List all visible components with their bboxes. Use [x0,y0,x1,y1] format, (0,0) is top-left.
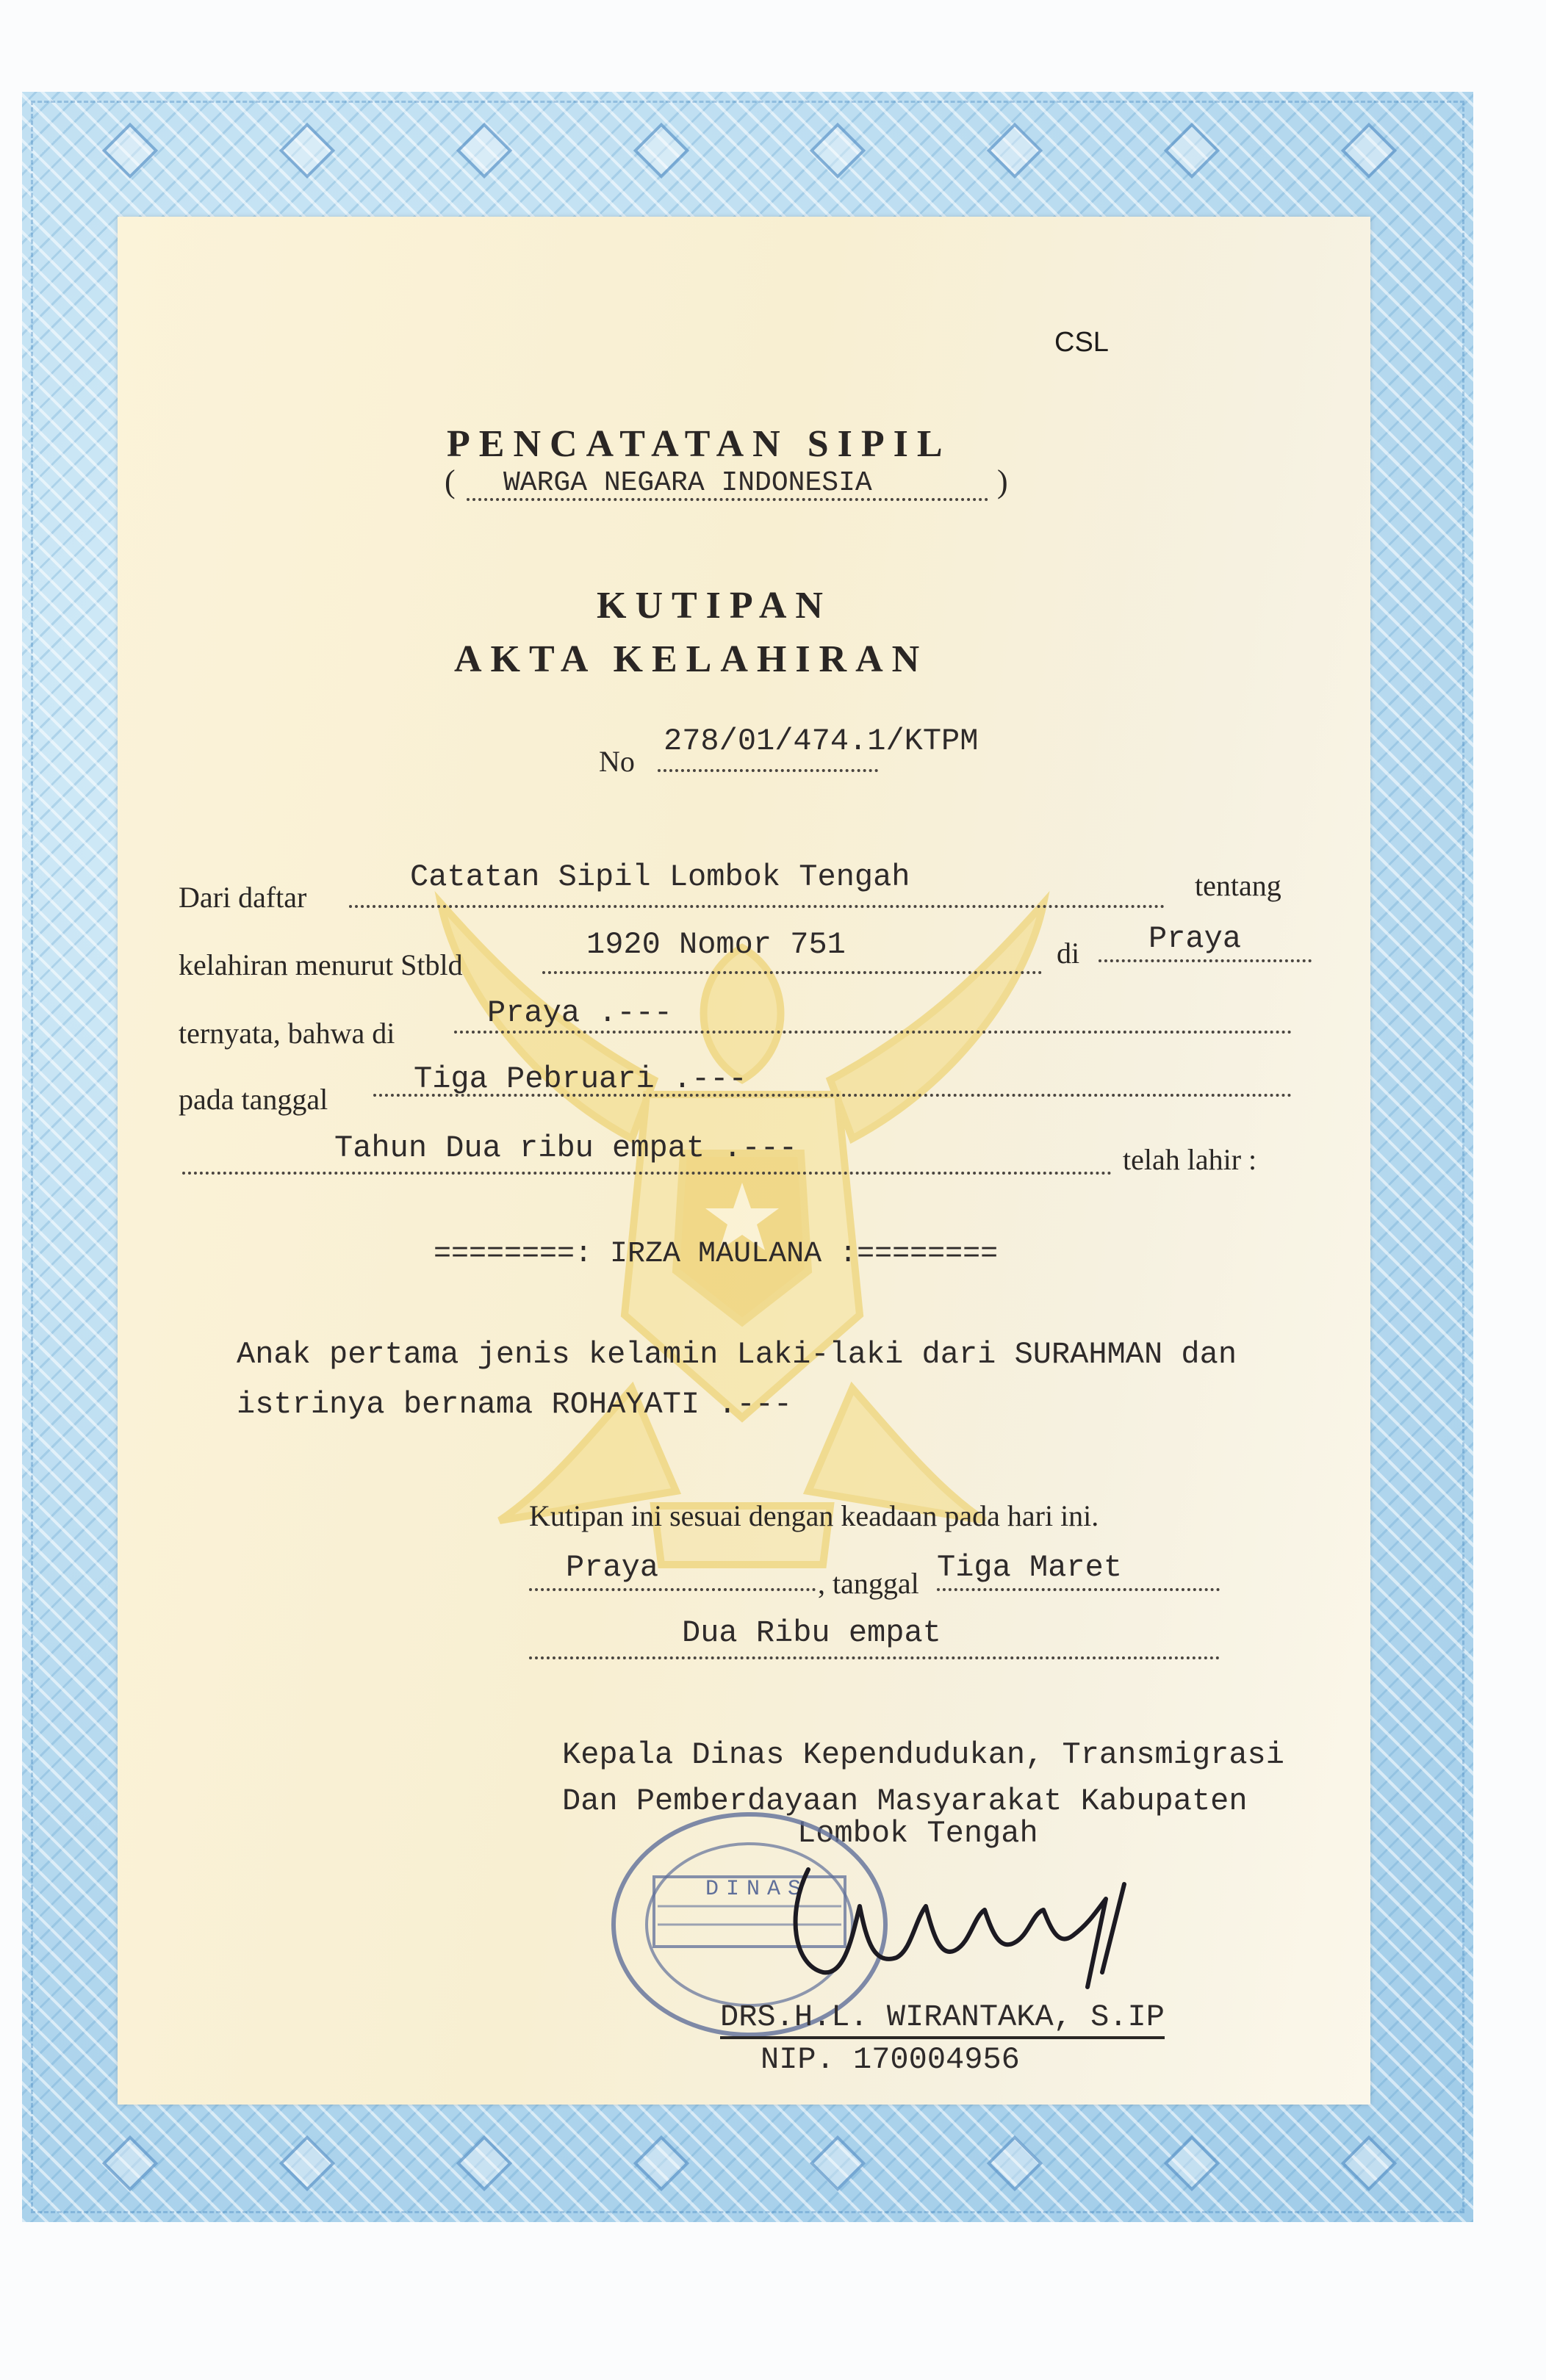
registration-number-line [599,724,1010,778]
document-title-line-1: KUTIPAN [597,585,832,627]
dotted-line [349,905,1165,908]
dotted-line [182,1172,1112,1175]
diamond-ornament [633,2135,688,2191]
child-description-line-1: Anak pertama jenis kelamin Laki-laki dari SURAHMAN dan [237,1337,1237,1372]
document-title-line-2: AKTA KELAHIRAN [454,638,929,680]
diamond-ornament [1164,2135,1220,2191]
diamond-ornament [279,123,335,178]
border-ornament-top [110,121,1389,180]
citizenship-line [445,463,1018,504]
signatory-office-line-3: Lombok Tengah [797,1816,1038,1851]
row-ternyata [179,995,1310,1050]
open-paren: ( [445,464,456,500]
diamond-ornament [810,123,866,178]
issuance-date: Tiga Maret [937,1550,1123,1585]
issuance-place: Praya [566,1550,659,1585]
registration-number: 278/01/474.1/KTPM [664,724,979,759]
dotted-line [529,1588,816,1591]
diamond-ornament [456,2135,512,2191]
ternyata-value: Praya .--- [487,995,673,1031]
stamp-text: DINAS [705,1877,809,1902]
child-name-line: ========: IRZA MAULANA :======== [434,1238,999,1271]
citizenship-value: WARGA NEGARA INDONESIA [503,467,872,499]
kelahiran-label: kelahiran menurut Stbld [179,948,463,981]
tahun-value: Tahun Dua ribu empat .--- [334,1130,798,1166]
no-dotted-line [658,769,878,772]
pada-tanggal-value: Tiga Pebruari .--- [414,1061,747,1097]
diamond-ornament [102,2135,158,2191]
issuance-statement: Kutipan ini sesuai dengan keadaan pada hari ini. [529,1499,1099,1532]
tentang-label: tentang [1195,869,1281,902]
handwritten-signature-icon [779,1847,1161,1994]
stbld-value: 1920 Nomor 751 [586,927,846,962]
ternyata-label: ternyata, bahwa di [179,1017,395,1050]
signatory-name: DRS.H.L. WIRANTAKA, S.IP [720,1999,1165,2039]
di-label: di [1057,937,1080,970]
dotted-line [529,1656,1220,1659]
diamond-ornament [987,123,1043,178]
diamond-ornament [102,123,158,178]
close-paren: ) [997,464,1008,500]
signatory-nip: NIP. 170004956 [761,2042,1020,2077]
row-tahun [179,1128,1310,1179]
signatory-office-line-1: Kepala Dinas Kependudukan, Transmigrasi [562,1737,1284,1773]
row-pada-tanggal [179,1061,1310,1116]
child-description-line-2: istrinya bernama ROHAYATI .--- [237,1387,793,1422]
dari-daftar-label: Dari daftar [179,881,307,914]
diamond-ornament [456,123,512,178]
dotted-line [1099,959,1312,962]
diamond-ornament [633,123,688,178]
row-issuance-place-date [529,1550,1220,1601]
dotted-line [542,971,1042,974]
no-label: No [599,745,635,778]
pada-tanggal-label: pada tanggal [179,1083,328,1116]
signatory-office-line-2: Dan Pemberdayaan Masyarakat Kabupaten [562,1784,1248,1819]
diamond-ornament [1341,123,1397,178]
document-code: CSL [1054,327,1109,358]
dotted-line [454,1031,1292,1034]
telah-lahir-label: telah lahir : [1123,1143,1257,1176]
issuance-year: Dua Ribu empat [682,1615,941,1651]
di-value: Praya [1148,921,1242,956]
row-kelahiran [179,921,1310,981]
diamond-ornament [810,2135,866,2191]
diamond-ornament [1164,123,1220,178]
diamond-ornament [279,2135,335,2191]
dotted-line [937,1588,1220,1591]
diamond-ornament [1341,2135,1397,2191]
agency-title: PENCATATAN SIPIL [447,423,952,465]
row-dari-daftar [179,859,1310,914]
row-issuance-year [529,1612,1220,1664]
dari-daftar-value: Catatan Sipil Lombok Tengah [410,859,910,895]
border-ornament-bottom [110,2134,1389,2193]
tanggal-label: , tanggal [818,1567,919,1600]
diamond-ornament [987,2135,1043,2191]
